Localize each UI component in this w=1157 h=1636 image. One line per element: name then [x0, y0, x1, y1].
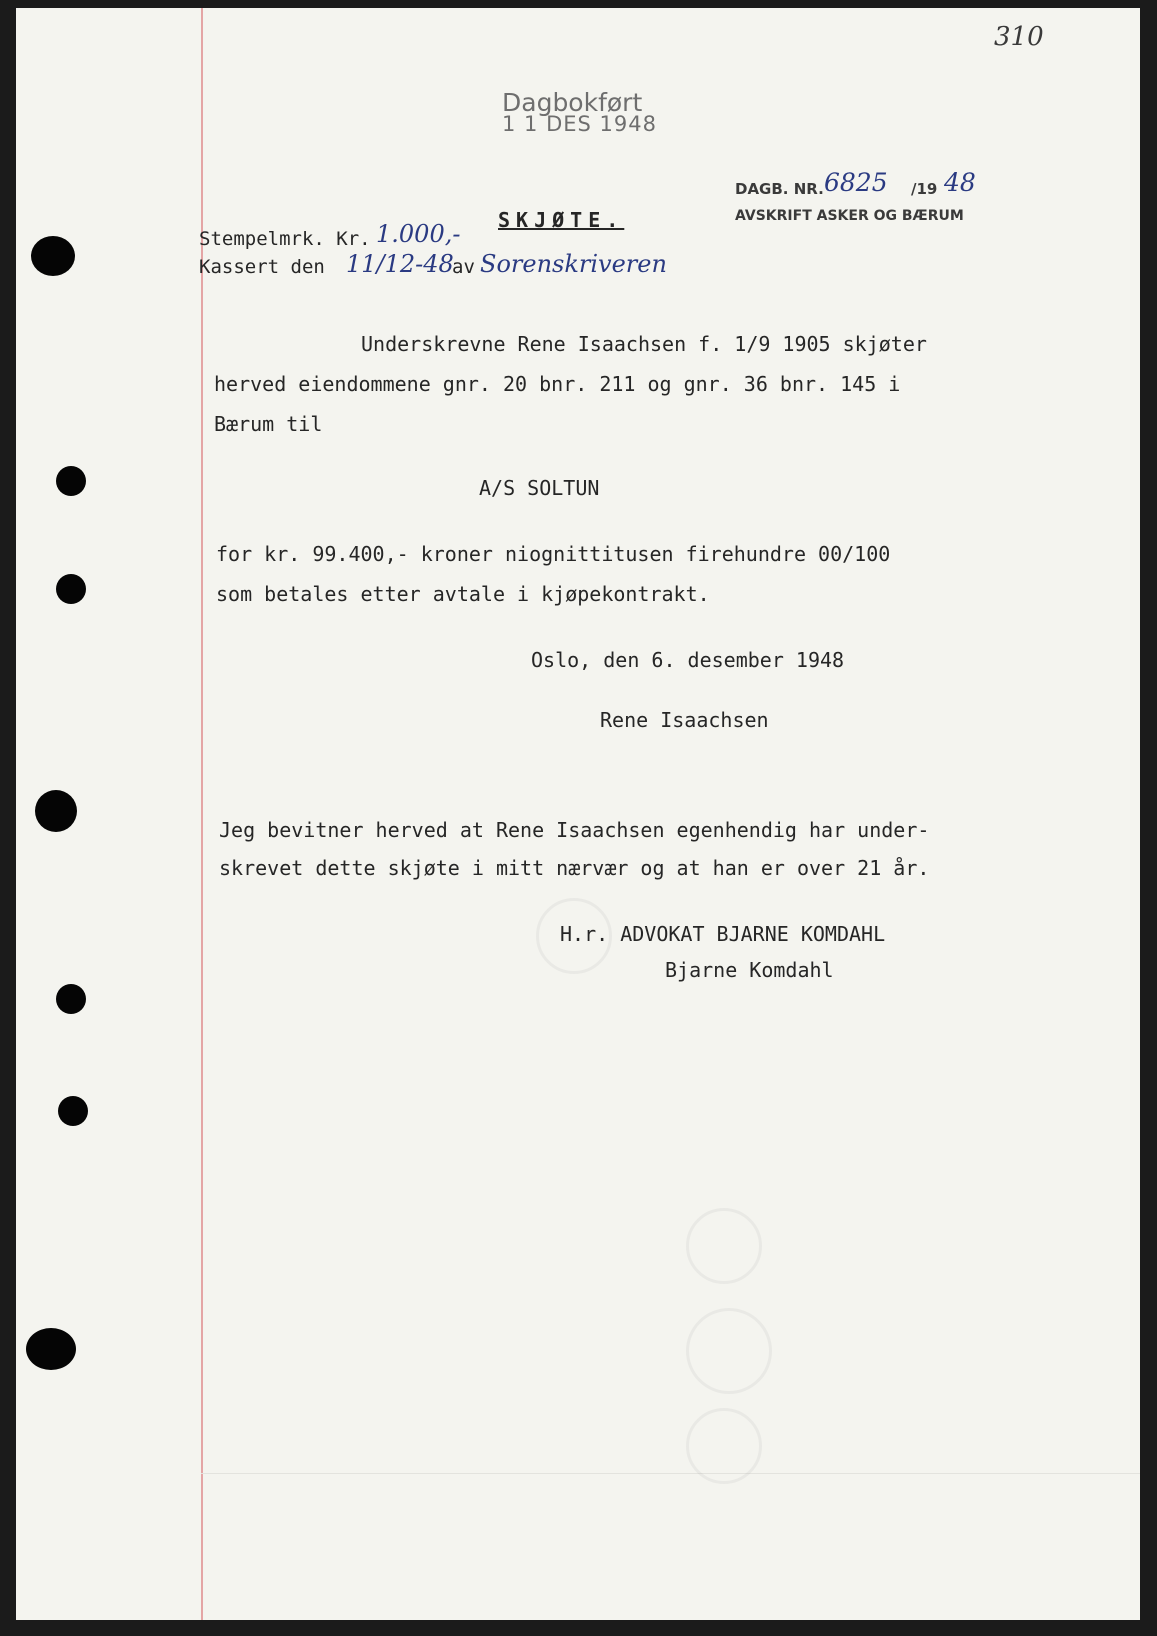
paragraph-line: herved eiendommene gnr. 20 bnr. 211 og gnr. 36 bnr. 145 i: [214, 372, 901, 396]
punch-hole: [56, 466, 86, 496]
bleed-through-mark: [686, 1308, 772, 1394]
bleed-through-mark: [686, 1408, 762, 1484]
stempel-label: Stempelmrk. Kr.: [199, 228, 371, 250]
paragraph-line: som betales etter avtale i kjøpekontrakt.: [216, 582, 710, 606]
paragraph-line: Underskrevne Rene Isaachsen f. 1/9 1905 skjøter: [361, 332, 927, 356]
kassert-by-label: av: [452, 256, 475, 278]
paragraph-line: for kr. 99.400,- kroner niognittitusen firehundre 00/100: [216, 542, 891, 566]
document-title: [498, 210, 624, 230]
kassert-by: Sorenskriveren: [480, 250, 667, 278]
witness-line: skrevet dette skjøte i mitt nærvær og at han er over 21 år.: [219, 856, 930, 880]
document-page: [16, 8, 1140, 1620]
document-title-text: SKJØTE.: [498, 208, 625, 232]
kassert-label: Kassert den: [199, 256, 325, 278]
avskrift-stamp: AVSKRIFT ASKER OG BÆRUM: [735, 208, 964, 224]
punch-hole: [56, 984, 86, 1014]
punch-hole: [56, 574, 86, 604]
lawyer-title: H.r. ADVOKAT BJARNE KOMDAHL: [560, 922, 886, 946]
page-number: 310: [994, 22, 1044, 52]
dagb-nr-label: DAGB. NR.: [735, 180, 824, 198]
seller-signature: Rene Isaachsen: [600, 708, 769, 732]
dagb-nr-number: 6825: [824, 168, 888, 197]
witness-line: Jeg bevitner herved at Rene Isaachsen egenhendig har under-: [219, 818, 930, 842]
dagb-year-prefix: /19: [911, 180, 938, 198]
lawyer-signature: Bjarne Komdahl: [665, 958, 834, 982]
dagb-year: 48: [944, 168, 976, 197]
paragraph-line: Bærum til: [214, 412, 323, 436]
place-date: Oslo, den 6. desember 1948: [531, 648, 845, 672]
buyer-name: A/S SOLTUN: [479, 476, 600, 500]
punch-hole: [58, 1096, 88, 1126]
stempel-amount: 1.000,-: [376, 220, 461, 248]
punch-hole: [31, 236, 75, 276]
punch-hole: [26, 1328, 76, 1370]
bleed-through-mark: [686, 1208, 762, 1284]
dagbokfort-stamp-label: Dagbokført: [502, 88, 643, 117]
bottom-rule: [201, 1473, 1140, 1474]
kassert-date: 11/12-48: [346, 250, 454, 278]
punch-hole: [35, 790, 77, 832]
dagbokfort-stamp-date: 1 1 DES 1948: [502, 112, 657, 136]
